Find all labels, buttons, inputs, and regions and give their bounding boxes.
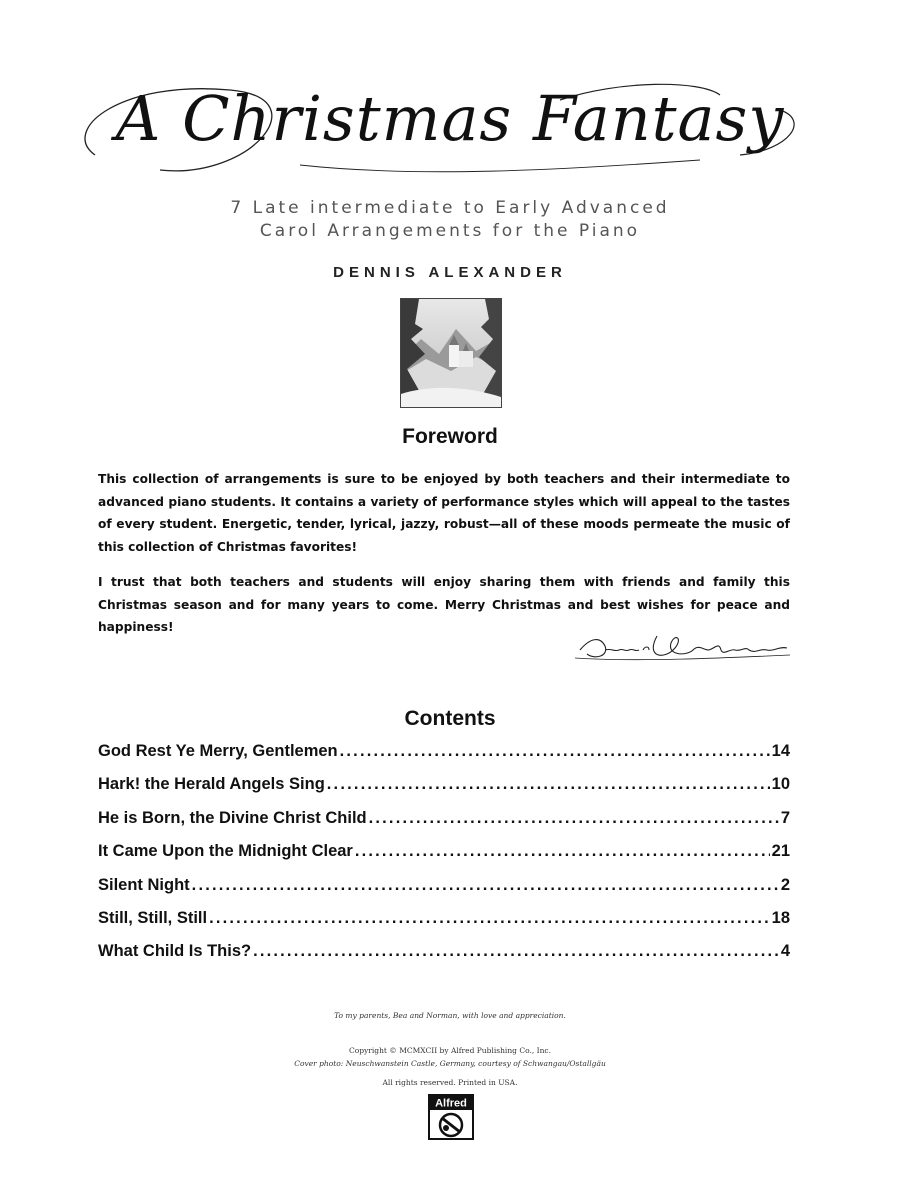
toc-title: He is Born, the Divine Christ Child xyxy=(98,808,367,827)
publisher-logo xyxy=(428,1094,474,1140)
toc-page: 10 xyxy=(771,775,790,794)
subtitle-line-1: 7 Late intermediate to Early Advanced xyxy=(230,198,670,218)
foreword-heading: Foreword xyxy=(402,425,498,448)
rights-notice: All rights reserved. Printed in USA. xyxy=(382,1078,518,1087)
toc-leader xyxy=(369,809,779,828)
toc-title: What Child Is This? xyxy=(98,942,252,961)
toc-page: 14 xyxy=(771,742,790,760)
table-of-contents xyxy=(98,742,790,976)
toc-leader xyxy=(327,775,770,794)
toc-page: 4 xyxy=(780,942,790,961)
cover-photo-credit: Cover photo: Neuschwanstein Castle, Germany, courtesy of Schwangau/Ostallgäu xyxy=(294,1059,606,1068)
toc-entry xyxy=(98,842,790,875)
toc-leader xyxy=(355,842,770,861)
book-title: A Christmas Fantasy xyxy=(115,82,785,155)
toc-title: Still, Still, Still xyxy=(98,908,208,927)
foreword-paragraph-2: I trust that both teachers and students will enjoy sharing them with friends and family this Christmas season and for many years to come. Merry Christmas and best wishes for peace and happiness! xyxy=(98,575,790,634)
toc-entry xyxy=(98,909,790,942)
toc-title: Silent Night xyxy=(98,875,190,894)
author-name: DENNIS ALEXANDER xyxy=(333,264,567,281)
toc-entry xyxy=(98,742,790,775)
foreword-paragraph-1: This collection of arrangements is sure to be enjoyed by both teachers and their intermediate to advanced piano students. It contains a variety of performance styles which will appeal to the tastes of every student. Energetic, tender, lyrical, jazzy, robust—all of these moods permeate the music of this collection of Christmas favorites! xyxy=(98,472,790,554)
author-signature xyxy=(575,628,795,668)
toc-entry xyxy=(98,876,790,909)
subtitle-line-2: Carol Arrangements for the Piano xyxy=(259,221,641,241)
svg-text:Alfred: Alfred xyxy=(435,1097,467,1110)
toc-leader xyxy=(192,876,779,895)
dedication: To my parents, Bea and Norman, with love and appreciation. xyxy=(334,1011,566,1020)
toc-title: It Came Upon the Midnight Clear xyxy=(98,842,353,861)
copyright-notice: Copyright © MCMXCII by Alfred Publishing Co., Inc. xyxy=(349,1046,551,1055)
toc-page: 7 xyxy=(780,808,790,827)
toc-page: 18 xyxy=(771,908,790,927)
toc-entry xyxy=(98,942,790,975)
toc-title: God Rest Ye Merry, Gentlemen xyxy=(98,742,338,760)
toc-leader xyxy=(209,909,770,928)
toc-entry xyxy=(98,809,790,842)
title-block xyxy=(0,60,900,200)
toc-leader xyxy=(340,742,770,761)
toc-leader xyxy=(253,942,779,961)
toc-title: Hark! the Herald Angels Sing xyxy=(98,775,325,794)
contents-heading: Contents xyxy=(404,707,496,730)
toc-entry xyxy=(98,775,790,808)
toc-page: 21 xyxy=(771,842,790,861)
cover-photo xyxy=(400,298,502,408)
toc-page: 2 xyxy=(780,875,790,894)
